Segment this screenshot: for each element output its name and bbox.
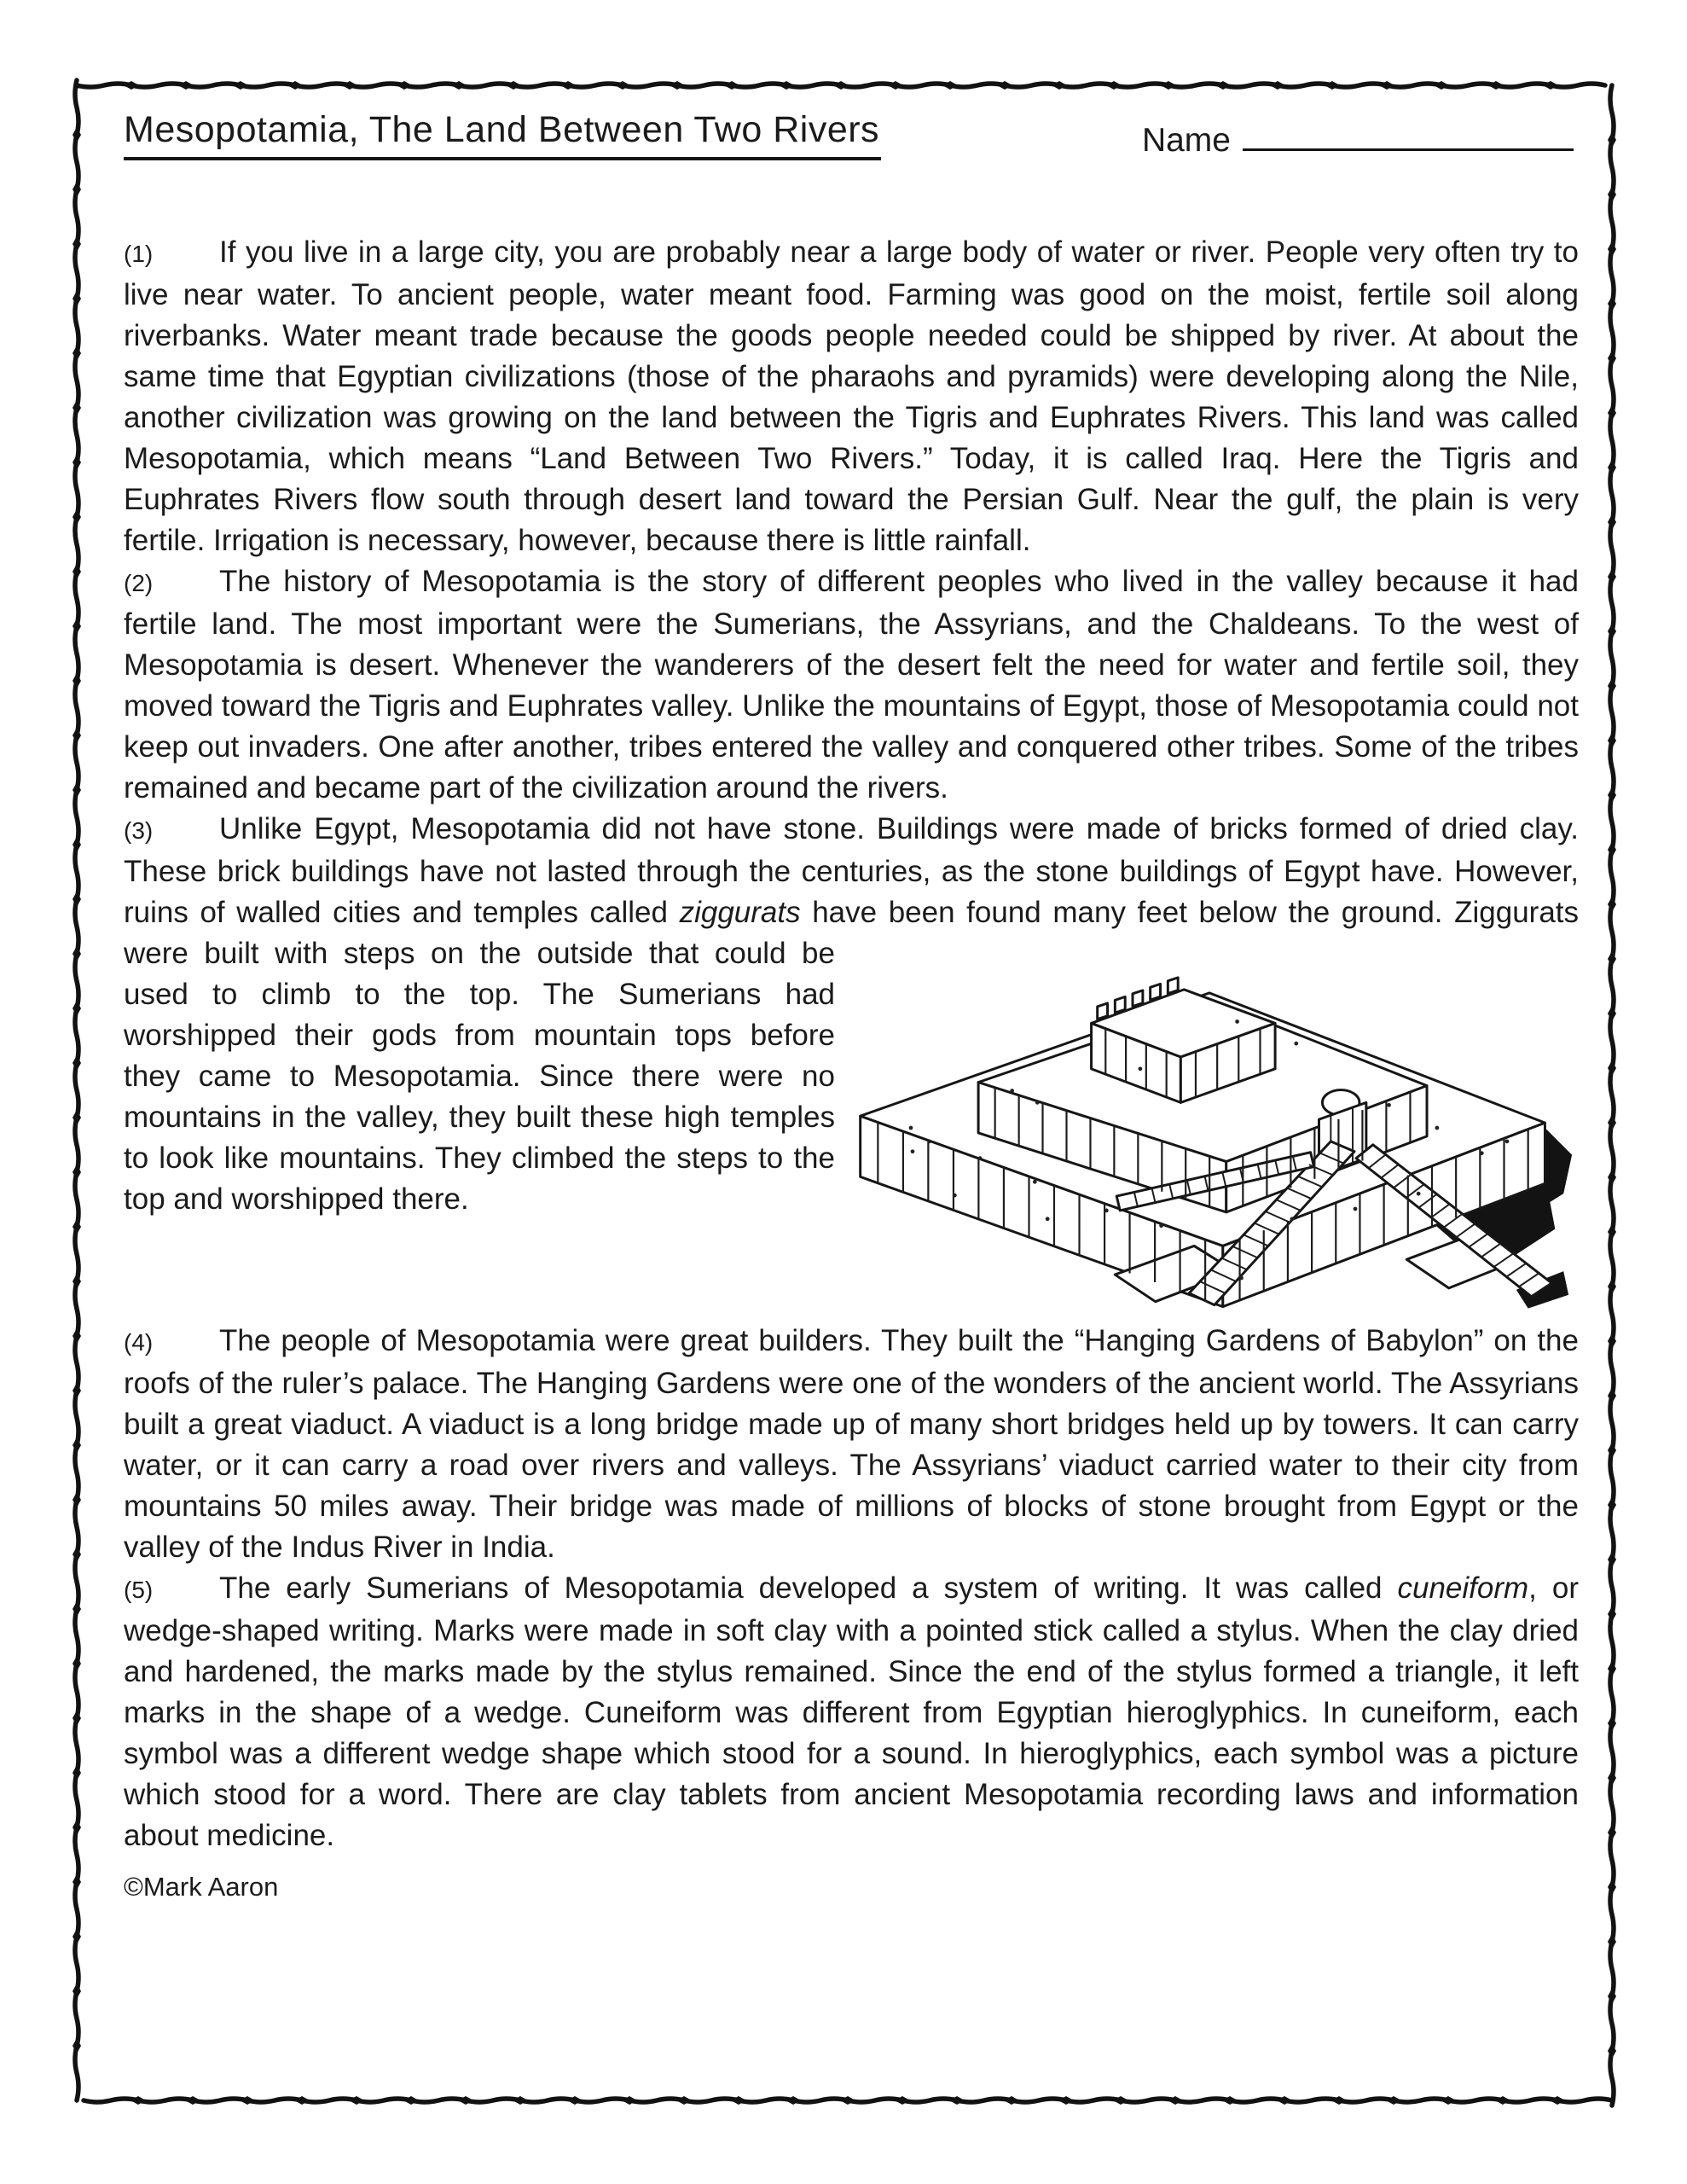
name-field-group [1142,118,1574,160]
ziggurat-illustration [823,809,1579,1321]
paragraph-5 [124,1568,1579,1856]
paragraph-3-text: Unlike Egypt, Mesopotamia did not have stone. Buildings were made of bricks formed of dried clay. These brick buildings have not lasted through the centuries, as the stone buildings of Egypt have. However, ruins of walled cities and temples called ziggurats have been found many feet below the ground. Ziggurats were built with steps on the outside that could be used to climb to the top. The Sumerians had worshipped their gods from mountain tops before they came to Mesopotamia. Since there were no mountains in the valley, they built these high temples to look like mountains. They climbed the steps to the top and worshipped there. [124,812,1580,1216]
page-title: Mesopotamia, The Land Between Two Rivers [124,109,881,160]
paragraph-1-text: If you live in a large city, you are probably near a large body of water or river. People very often try to live near water. To ancient people, water meant food. Farming was good on the moist, fertile soil along riverbanks. Water meant trade because the goods people needed could be shipped by river. At about the same time that Egyptian civilizations (those of the pharaohs and pyramids) were developing along the Nile, another civilization was growing on the land between the Tigris and Euphrates Rivers. This land was called Mesopotamia, which means “Land Between Two Rivers.” Today, it is called Iraq. Here the Tigris and Euphrates Rivers flow south through desert land toward the Persian Gulf. Near the gulf, the plain is very fertile. Irrigation is necessary, however, because there is little rainfall. [124,235,1579,557]
paragraph-3 [124,809,1579,1220]
paragraph-number: (3) [124,817,154,844]
reading-passage [124,232,1579,1856]
worksheet-header [124,109,1579,188]
name-label: Name [1141,122,1231,159]
paragraph-1 [124,232,1579,561]
paragraph-number: (1) [124,241,154,267]
paragraph-number: (5) [124,1577,154,1603]
paragraph-4-text: The people of Mesopotamia were great builders. They built the “Hanging Gardens of Babylon” on the roofs of the ruler’s palace. The Hanging Gardens were one of the wonders of the ancient world. The Assyrians built a great viaduct. A viaduct is a long bridge made up of many short bridges held up by towers. It can carry water, or it can carry a road over rivers and valleys. The Assyrians’ viaduct carried water to their city from mountains 50 miles away. Their bridge was made of millions of blocks of stone brought from Egypt or the valley of the Indus River in India. [124,1324,1579,1564]
copyright-credit: ©Mark Aaron [124,1872,279,1902]
ziggurat-drawing-icon [837,940,1579,1321]
paragraph-2 [124,561,1579,809]
paragraph-2-text: The history of Mesopotamia is the story of different peoples who lived in the valley because it had fertile land. The most important were the Sumerians, the Assyrians, and the Chaldeans. To the west of Mesopotamia is desert. Whenever the wanderers of the desert felt the need for water and fertile soil, they moved toward the Tigris and Euphrates valley. Unlike the mountains of Egypt, those of Mesopotamia could not keep out invaders. One after another, tribes entered the valley and conquered other tribes. Some of the tribes remained and became part of the civilization around the rivers. [124,565,1579,804]
worksheet-content [124,109,1579,1902]
paragraph-5-text: The early Sumerians of Mesopotamia developed a system of writing. It was called cuneiform, or wedge-shaped writing. Marks were made in soft clay with a pointed stick called a stylus. When the clay dried and hardened, the marks made by the stylus remained. Since the end of the stylus formed a triangle, it left marks in the shape of a wedge. Cuneiform was different from Egyptian hieroglyphics. In cuneiform, each symbol was a different wedge shape which stood for a sound. In hieroglyphics, each symbol was a picture which stood for a word. There are clay tablets from ancient Mesopotamia recording laws and information about medicine. [124,1571,1579,1852]
paragraph-4 [124,1321,1579,1568]
name-blank-line [1243,118,1574,151]
paragraph-number: (2) [124,570,154,596]
paragraph-number: (4) [124,1329,154,1356]
